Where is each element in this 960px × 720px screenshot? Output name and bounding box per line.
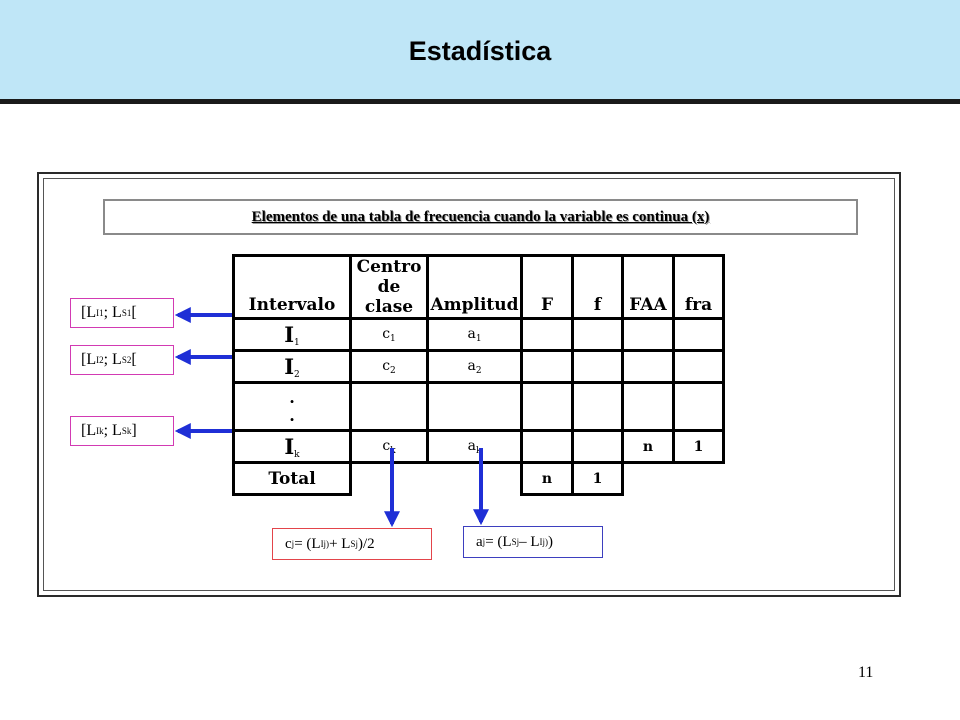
page-number: 11 [858, 664, 874, 681]
table-row [234, 383, 724, 431]
interval-cell: $I_k$ [234, 431, 351, 463]
center-cell: $c_k$ [351, 431, 428, 463]
fra-cell: 1 [674, 431, 724, 463]
F-cell [522, 319, 573, 351]
empty-cell [623, 463, 674, 495]
ellipsis-cell [234, 383, 351, 431]
ellipsis-dot: . [289, 405, 295, 425]
empty-cell [351, 463, 428, 495]
FAA-cell [623, 319, 674, 351]
header-FAA: FAA [623, 256, 674, 319]
fra-cell [674, 319, 724, 351]
header-f: f [573, 256, 623, 319]
table-header-row [234, 256, 724, 319]
interval-box-1: [L I1 ; L S1 [ [70, 298, 174, 328]
interval-box-k: [L Ik ; L Sk ] [70, 416, 174, 446]
fra-cell [674, 383, 724, 431]
page-title: Estadística [408, 36, 552, 66]
amplitude-cell: $a_1$ [428, 319, 522, 351]
interval-cell: $I_1$ [234, 319, 351, 351]
amplitude-cell [428, 383, 522, 431]
table-row [234, 319, 724, 351]
interval-box-2: [L I2 ; L S2 [ [70, 345, 174, 375]
total-f-cell: 1 [573, 463, 623, 495]
f-cell [573, 319, 623, 351]
header-centro-line1: Centro [356, 257, 422, 277]
frequency-table [232, 254, 725, 496]
table-row [234, 431, 724, 463]
F-cell [522, 351, 573, 383]
FAA-cell [623, 383, 674, 431]
FAA-cell [623, 351, 674, 383]
total-F-cell: n [522, 463, 573, 495]
FAA-cell: n [623, 431, 674, 463]
table-row-total [234, 463, 724, 495]
total-label: Total [234, 463, 351, 495]
center-formula-box: c j = (L Ij) + L Sj )/2 [272, 528, 432, 560]
header-intervalo: Intervalo [234, 256, 351, 319]
table-row [234, 351, 724, 383]
header-centro-line2: de clase [364, 277, 414, 317]
f-cell [573, 351, 623, 383]
header-fra: fra [674, 256, 724, 319]
F-cell [522, 431, 573, 463]
ellipsis-dot: . [289, 387, 295, 407]
empty-cell [674, 463, 724, 495]
F-cell [522, 383, 573, 431]
center-cell: $c_1$ [351, 319, 428, 351]
center-cell: $c_2$ [351, 351, 428, 383]
header-amplitud: Amplitud [428, 256, 522, 319]
center-cell [351, 383, 428, 431]
header-bar [0, 0, 960, 104]
header-centro-de-clase [351, 256, 428, 319]
interval-cell: $I_2$ [234, 351, 351, 383]
amplitude-formula-box: a j = (L Sj – L Ij) ) [463, 526, 603, 558]
amplitude-cell: $a_2$ [428, 351, 522, 383]
subtitle-text: Elementos de una tabla de frecuencia cuando la variable es continua (x) [251, 208, 710, 225]
subtitle-box [103, 199, 858, 235]
header-F: F [522, 256, 573, 319]
amplitude-cell: $a_k$ [428, 431, 522, 463]
empty-cell [428, 463, 522, 495]
fra-cell [674, 351, 724, 383]
f-cell [573, 383, 623, 431]
f-cell [573, 431, 623, 463]
